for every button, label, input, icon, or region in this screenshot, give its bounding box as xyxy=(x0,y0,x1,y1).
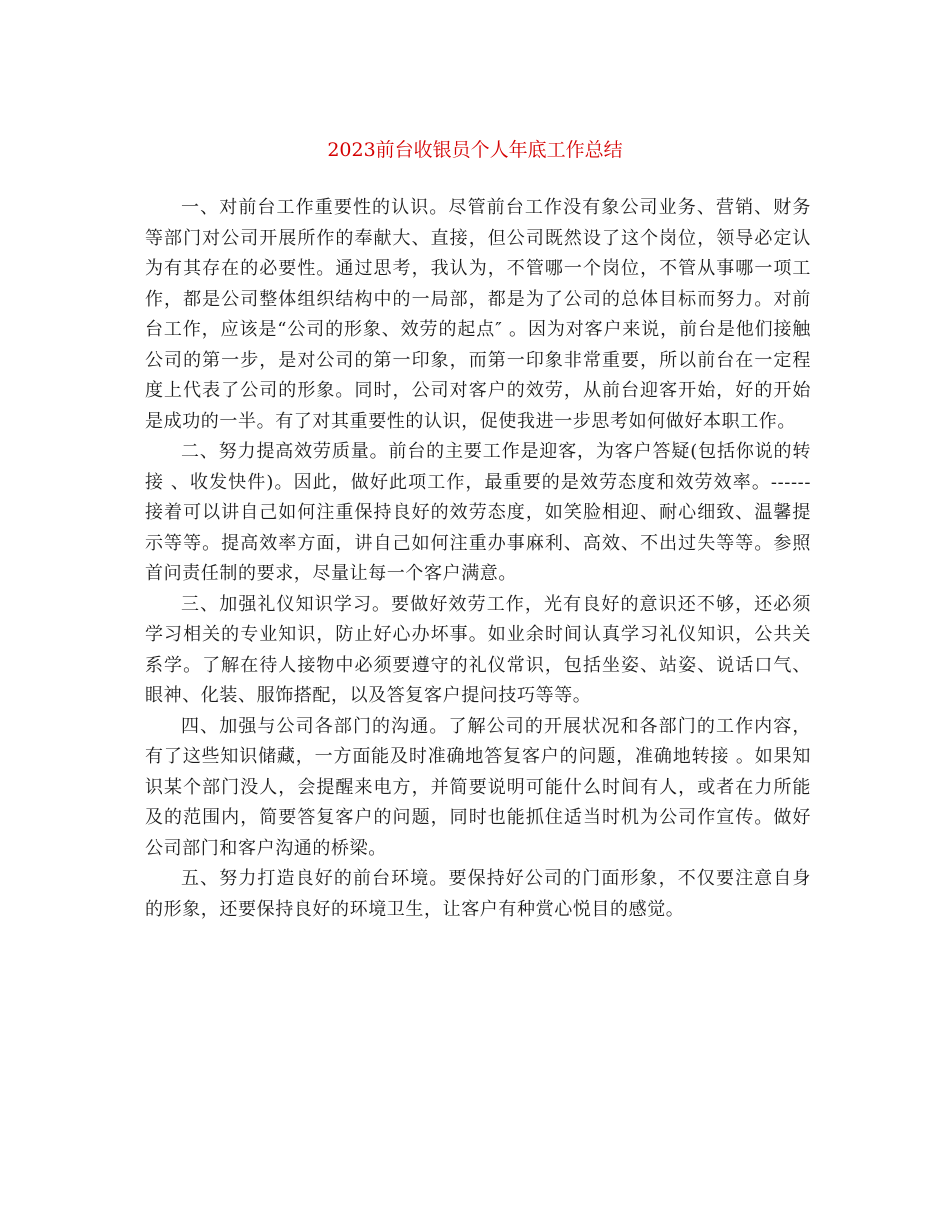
document-title: 2023前台收银员个人年底工作总结 xyxy=(327,138,623,161)
paragraph-3: 三、加强礼仪知识学习。要做好效劳工作，光有良好的意识还不够，还必须学习相关的专业知识，防止好心办坏事。如业余时间认真学习礼仪知识，公共关系学。了解在待人接物中必须要遵守的礼仪常识，包括坐姿、站姿、说话口气、眼神、化装、服饰搭配，以及答复客户提问技巧等等。 xyxy=(145,593,811,706)
paragraph-5: 五、努力打造良好的前台环境。要保持好公司的门面形象，不仅要注意自身的形象，还要保持良好的环境卫生，让客户有种赏心悦目的感觉。 xyxy=(145,868,811,920)
paragraph-2: 二、努力提高效劳质量。前台的主要工作是迎客，为客户答疑(包括你说的转接 、收发快件)。因此，做好此项工作，最重要的是效劳态度和效劳效率。------接着可以讲自己如何注重保持良好的效劳态度，如笑脸相迎、耐心细致、温馨提示等等。提高效率方面，讲自己如何注重办事麻利、高效、不出过失等等。参照首问责任制的要求，尽量让每一个客户满意。 xyxy=(145,441,811,584)
paragraph-1: 一、对前台工作重要性的认识。尽管前台工作没有象公司业务、营销、财务等部门对公司开展所作的奉献大、直接，但公司既然设了这个岗位，领导必定认为有其存在的必要性。通过思考，我认为，不管哪一个岗位，不管从事哪一项工作，都是公司整体组织结构中的一局部，都是为了公司的总体目标而努力。对前台工作，应该是“公司的形象、效劳的起点″ 。因为对客户来说，前台是他们接触公司的第一步，是对公司的第一印象，而第一印象非常重要，所以前台在一定程度上代表了公司的形象。同时，公司对客户的效劳，从前台迎客开始，好的开始是成功的一半。有了对其重要性的认识，促使我进一步思考如何做好本职工作。 xyxy=(145,197,811,432)
document-body xyxy=(145,193,811,925)
paragraph-4: 四、加强与公司各部门的沟通。了解公司的开展状况和各部门的工作内容，有了这些知识储藏，一方面能及时准确地答复客户的问题，准确地转接 。如果知识某个部门没人，会提醒来电方，并简要说明可能什么时间有人，或者在力所能及的范围内，简要答复客户的问题，同时也能抓住适当时机为公司作宣传。做好公司部门和客户沟通的桥梁。 xyxy=(145,715,811,859)
